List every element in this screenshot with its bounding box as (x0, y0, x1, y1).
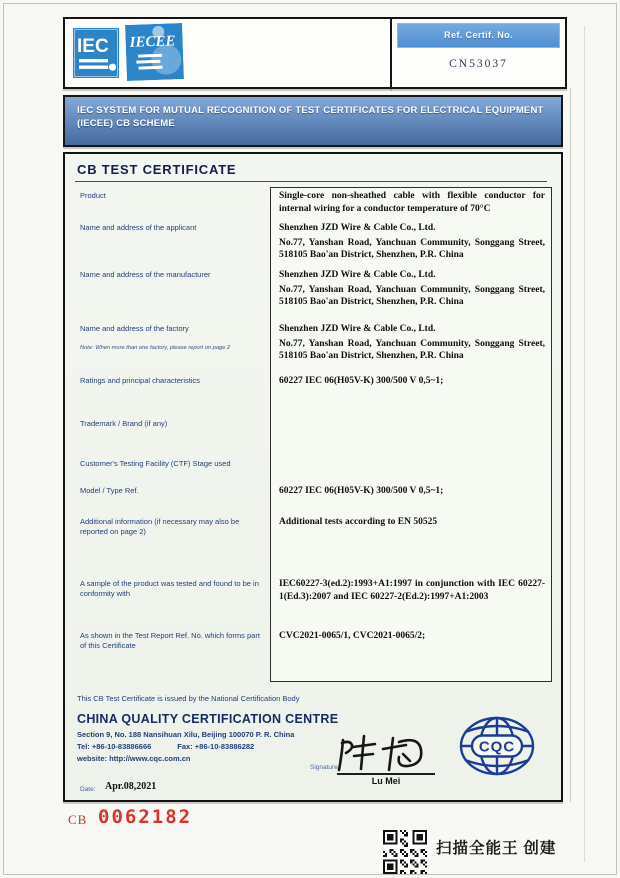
ncb-fax: Fax: +86-10-83886282 (177, 742, 255, 751)
title-rule (75, 181, 547, 182)
row-value (270, 187, 555, 219)
row-value (270, 627, 555, 682)
row-value (270, 482, 555, 513)
row-label: Model / Type Ref. (80, 486, 139, 495)
qr-code (383, 830, 427, 874)
cqc-logo-icon (457, 714, 537, 778)
row-label: Name and address of the manufacturer (80, 270, 211, 279)
ref-certif-box (390, 17, 567, 89)
row-label: Ratings and principal characteristics (80, 376, 201, 385)
table-row (77, 575, 555, 627)
row-label: Trademark / Brand (if any) (80, 419, 168, 428)
table-row (77, 320, 555, 372)
row-value-line: 60227 IEC 06(H05V-K) 300/500 V 0,5~1; (279, 486, 444, 496)
date-value: Apr.08,2021 (105, 781, 157, 792)
cqc-logo-text: CQC (478, 738, 516, 756)
table-row (77, 372, 555, 415)
scanner-caption: 扫描全能王 创建 (436, 840, 557, 857)
scheme-banner-text: IEC SYSTEM FOR MUTUAL RECOGNITION OF TEST CERTIFICATES FOR ELECTRICAL EQUIPMENT (IECEE) CB SCHEME (77, 105, 544, 129)
ncb-tel: Tel: +86-10-83886666 (77, 742, 152, 751)
cb-stamp-prefix: CB (68, 812, 88, 827)
certificate-title: CB TEST CERTIFICATE (77, 162, 237, 177)
table-row (77, 266, 555, 320)
cb-stamp-number: 0062182 (98, 806, 193, 828)
row-value (270, 219, 555, 266)
handwritten-signature (333, 732, 437, 774)
signature-label: Signature (310, 764, 338, 771)
row-value-line: No.77, Yanshan Road, Yanchuan Community, Songgang Street, 518105 Bao'an District, Shenzhen, P.R. China (279, 338, 545, 361)
certificate-table (77, 187, 555, 682)
row-value-line: Shenzhen JZD Wire & Cable Co., Ltd. (279, 324, 436, 334)
row-value (270, 455, 555, 482)
issued-by-note: This CB Test Certificate is issued by the National Certification Body (77, 694, 300, 703)
row-label: Product (80, 191, 106, 200)
row-value-line: Shenzhen JZD Wire & Cable Co., Ltd. (279, 270, 436, 280)
table-row (77, 187, 555, 219)
ncb-website: website: http://www.cqc.com.cn (77, 754, 191, 763)
svg-text:IECEE: IECEE (129, 33, 176, 51)
row-value (270, 266, 555, 320)
row-value-line: Shenzhen JZD Wire & Cable Co., Ltd. (279, 223, 436, 233)
row-value-line: 60227 IEC 06(H05V-K) 300/500 V 0,5~1; (279, 376, 444, 386)
table-row (77, 415, 555, 455)
row-value-line: No.77, Yanshan Road, Yanchuan Community, Songgang Street, 518105 Bao'an District, Shenzhen, P.R. China (279, 284, 545, 307)
row-value-line: No.77, Yanshan Road, Yanchuan Community, Songgang Street, 518105 Bao'an District, Shenzhen, P.R. China (279, 237, 545, 260)
table-row (77, 455, 555, 482)
row-value (270, 513, 555, 575)
ref-certif-value: CN53037 (449, 58, 508, 70)
table-row (77, 513, 555, 575)
table-row (77, 482, 555, 513)
row-label: Additional information (if necessary may also be reported on page 2) (80, 517, 240, 536)
row-note: Note: When more than one factory, please report on page 2 (80, 344, 231, 351)
signatory-name: Lu Mei (371, 776, 401, 786)
table-row (77, 219, 555, 266)
row-value-line: CVC2021-0065/1, CVC2021-0065/2; (279, 631, 426, 641)
row-value (270, 415, 555, 455)
scheme-banner (63, 95, 563, 147)
ncb-address: Section 9, No. 188 Nansihuan Xilu, Beijing 100070 P. R. China (77, 730, 295, 739)
row-value (270, 320, 555, 372)
row-label: Name and address of the factory Note: When more than one factory, please report on page 2 (77, 320, 270, 372)
iecee-logo-icon (125, 23, 184, 81)
date-label: Date: (80, 786, 96, 793)
row-label: Name and address of the applicant (80, 223, 197, 232)
certificate-body (63, 152, 563, 802)
row-value-line: IEC60227-3(ed.2):1993+A1:1997 in conjunction with IEC 60227-1(Ed.3):2007 and IEC 60227-2(Ed.2):1997+A1:2003 (279, 579, 545, 602)
signature-line (337, 773, 435, 775)
row-value (270, 575, 555, 627)
paper-edge-line (570, 88, 571, 802)
row-value (270, 372, 555, 415)
row-value-line: Single-core non-sheathed cable with flexible conductor for internal wiring for a conductor temperature of 70°C (279, 191, 545, 214)
row-label: As shown in the Test Report Ref. No. which forms part of this Certificate (80, 631, 260, 650)
ncb-tel-fax (77, 742, 254, 751)
row-label: Customer's Testing Facility (CTF) Stage used (80, 459, 231, 468)
iec-logo-icon (73, 28, 119, 78)
cert-table-rows (77, 187, 555, 682)
table-row (77, 627, 555, 682)
ref-certif-label: Ref. Certif. No. (397, 23, 560, 48)
row-value-line: Additional tests according to EN 50525 (279, 517, 438, 527)
svg-text:IEC: IEC (77, 36, 109, 57)
header-logo-box (63, 17, 392, 89)
ncb-name: CHINA QUALITY CERTIFICATION CENTRE (77, 712, 339, 726)
row-label: A sample of the product was tested and found to be in conformity with (80, 579, 259, 598)
paper-edge-line (584, 26, 585, 862)
